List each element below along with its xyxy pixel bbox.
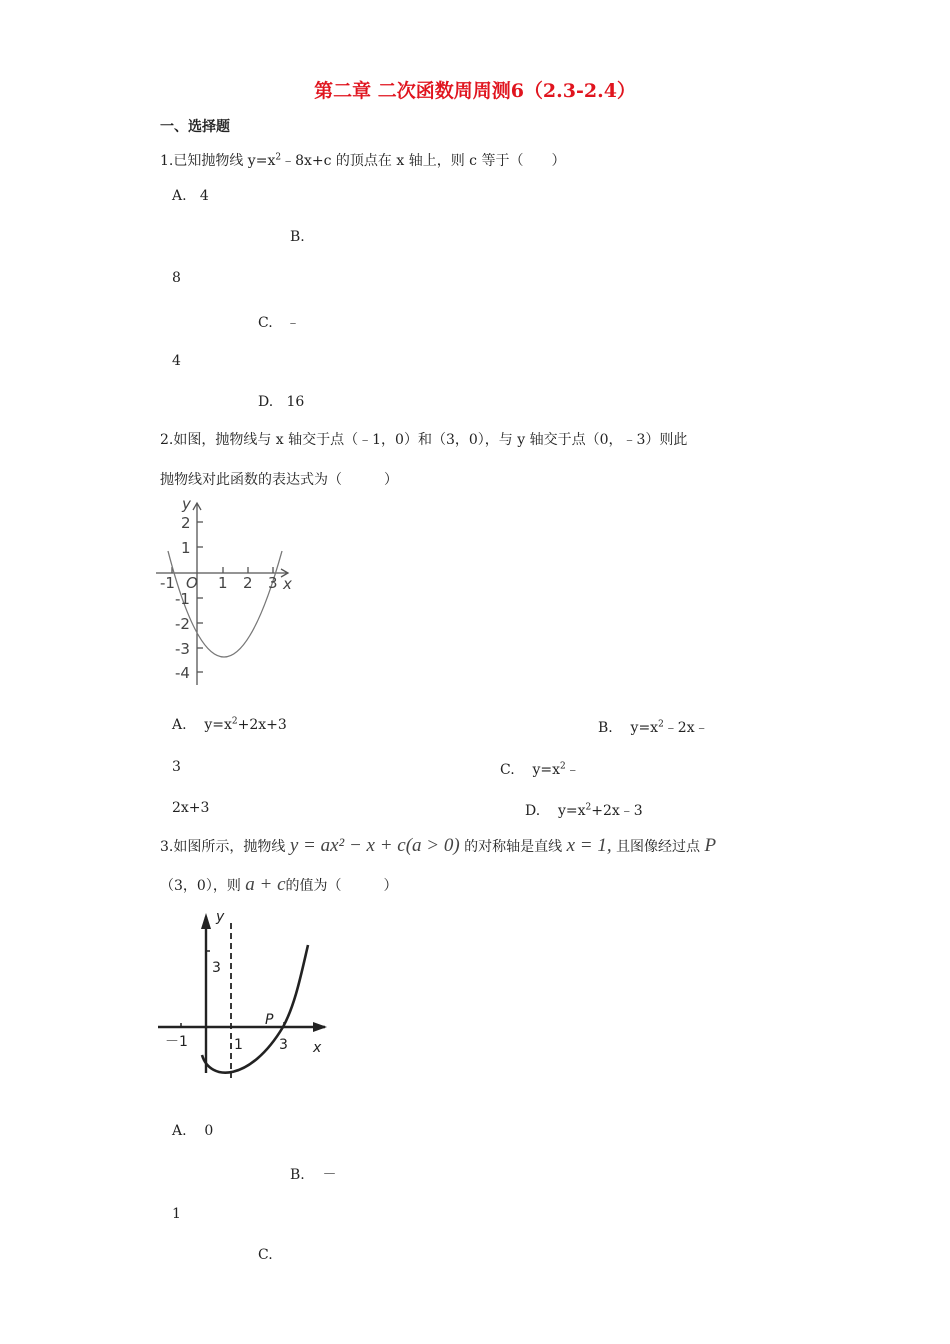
q2-xtick-2: 2 [243, 574, 253, 592]
q2-ytick-neg3: -3 [175, 640, 190, 658]
page-title: 第二章 二次函数周周测6（2.3-2.4） [314, 80, 636, 102]
question-2-stem-line2: 抛物线对此函数的表达式为（ ） [160, 472, 398, 488]
q3-option-a[interactable]: A. 0 [172, 1123, 214, 1139]
q3-option-b-cont: 1 [172, 1206, 181, 1222]
q3-point-label: P [265, 1012, 274, 1028]
q2-ytick-2: 2 [181, 514, 191, 532]
question-1-stem: 1.已知抛物线 $y=x^2﹣8x+c$ 的顶点在 x 轴上，则 c 等于（ ） [160, 152, 566, 169]
q2-ytick-1: 1 [181, 539, 191, 557]
q2-xtick-3: 3 [268, 574, 278, 592]
q1-option-c-value: 4 [172, 353, 181, 369]
q3-formula: y = ax² − x + c(a > 0) [289, 835, 460, 856]
q2-option-c[interactable]: C. $y=x^2﹣$ [500, 761, 580, 778]
q3-xtick-3: 3 [279, 1037, 288, 1053]
question-3-graph [155, 905, 335, 1085]
q2-option-d[interactable]: D. $y=x^2+2x﹣3$ [525, 802, 643, 819]
question-3-stem-line2: （3，0），则 a + c的值为（ ） [160, 874, 398, 895]
q2-origin-label: O [186, 574, 198, 592]
question-2-stem-line1: 2.如图，抛物线与 x 轴交于点（﹣1，0）和（3，0），与 y 轴交于点（0，﹣3）则此 [160, 432, 688, 448]
q2-y-label: y [182, 495, 191, 513]
q3-y-axis-arrow [201, 913, 211, 929]
q2-ytick-neg1: -1 [175, 590, 190, 608]
q1-option-b[interactable]: B. [290, 229, 305, 245]
q3-y-label: y [216, 909, 225, 925]
q1-option-b-value: 8 [172, 270, 181, 286]
q1-option-c[interactable]: C. ﹣ [258, 315, 301, 331]
q2-option-c-cont: 2x+3 [172, 800, 210, 816]
q3-xtick-1: 1 [234, 1037, 243, 1053]
q2-xtick-neg1: -1 [160, 574, 175, 592]
q3-x-label: x [313, 1040, 322, 1056]
question-2-graph [152, 493, 302, 689]
q3-option-b[interactable]: B. － [290, 1167, 337, 1183]
q1-option-a[interactable]: A. 4 [172, 188, 209, 204]
q3-option-c[interactable]: C. [258, 1247, 273, 1263]
q3-x-axis-arrow [313, 1022, 327, 1032]
q3-ytick-3: 3 [212, 960, 221, 976]
q2-ytick-neg4: -4 [175, 664, 190, 682]
q3-expression: a + c [245, 874, 286, 895]
q1-option-d[interactable]: D. 16 [258, 394, 305, 410]
question-3-stem-line1: 3.如图所示，抛物线 y = ax² − x + c(a > 0) 的对称轴是直线 x = 1, 且图像经过点 P [160, 835, 717, 856]
q2-x-label: x [283, 575, 292, 593]
q3-point-name: P [704, 835, 717, 856]
q3-xtick-neg1: －1 [165, 1034, 188, 1050]
q2-ytick-neg2: -2 [175, 615, 190, 633]
q2-option-a[interactable]: A. $y=x^2+2x+3$ [172, 716, 287, 733]
q3-axis-equation: x = 1, [566, 835, 612, 856]
q2-option-b[interactable]: B. $y=x^2﹣2x﹣$ [598, 719, 709, 736]
section-heading: 一、选择题 [160, 119, 230, 135]
q2-option-b-cont: 3 [172, 759, 181, 775]
q2-xtick-1: 1 [218, 574, 228, 592]
